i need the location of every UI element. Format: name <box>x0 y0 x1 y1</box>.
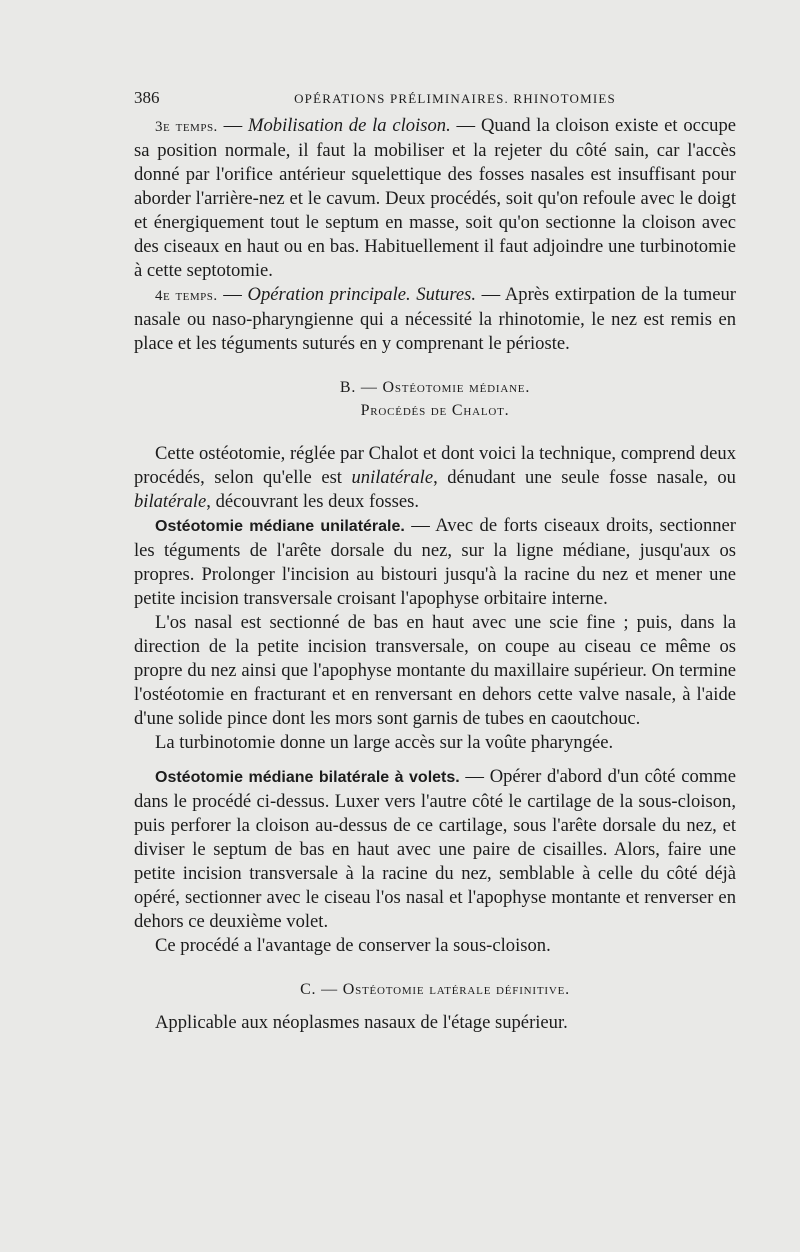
paragraph-text: — Opérer d'abord d'un côté comme dans le procédé ci-dessus. Luxer vers l'autre côté le cartilage de la sous-cloison, puis perforer la cloison au-dessus de ce cartilage, sous l'arête dorsale du nez, et diviser le septum de bas en haut avec une paire de cisailles. Alors, faire une petite incision transversale à la racine du nez, semblable à celle du côté déjà opéré, sectionner avec le ciseau l'os nasal et l'apophyse montante et renverser en dehors ce deuxième volet. <box>134 766 736 932</box>
paragraph-text: Cette ostéotomie, réglée par Chalot et dont voici la technique, comprend deux procédés, selon qu'elle est <box>134 443 736 488</box>
step-title: Mobilisation de la cloison. <box>247 115 451 136</box>
procedure-label: Ostéotomie médiane unilatérale. <box>155 518 405 535</box>
paragraph-text: , dénudant une seule fosse nasale, ou <box>433 467 736 488</box>
paragraph-bilaterale <box>134 765 736 934</box>
paragraph-avantage <box>134 934 736 958</box>
paragraph-3e-temps <box>134 114 736 283</box>
paragraph-4e-temps <box>134 283 736 356</box>
paragraph-text: Après extirpation de la tumeur nasale ou naso-pharyngienne qui a nécessité la rhinotomie, le nez est remis en place et les téguments suturés en y comprenant le périoste. <box>134 284 736 354</box>
paragraph-text: Applicable aux néoplasmes nasaux de l'étage supérieur. <box>155 1012 568 1033</box>
section-c-title: C. — Ostéotomie latérale définitive. <box>300 981 570 998</box>
dash: — <box>450 115 481 136</box>
paragraph-text: , découvrant les deux fosses. <box>206 491 420 512</box>
paragraph-os-nasal <box>134 611 736 731</box>
running-title: OPÉRATIONS PRÉLIMINAIRES. RHINOTOMIES <box>294 91 616 106</box>
italic-term: bilatérale <box>134 491 207 512</box>
paragraph-unilaterale <box>134 514 736 611</box>
procedure-label: Ostéotomie médiane bilatérale à volets. <box>155 769 460 786</box>
paragraph-text: Ce procédé a l'avantage de conserver la sous-cloison. <box>155 935 551 956</box>
step-title: Opération principale. Sutures. <box>247 284 477 305</box>
section-b-heading <box>134 376 736 422</box>
step-label: 4e temps. <box>155 288 218 304</box>
dash: — <box>476 284 505 305</box>
paragraph-text: — Avec de forts ciseaux droits, sectionner les téguments de l'arête dorsale du nez, sur la ligne médiane, jusqu'aux os propres. Prolonger l'incision au bistouri jusqu'à la racine du nez et mener une petite incision transversale croisant l'apophyse orbitaire interne. <box>134 515 736 609</box>
paragraph-applicable <box>134 1011 736 1035</box>
dash: — <box>217 284 248 305</box>
page-header <box>134 88 736 114</box>
paragraph-text: Quand la cloison existe et occupe sa position normale, il faut la mobiliser et la rejeter du côté sain, car l'accès donné par l'orifice antérieur squelettique des fosses nasales est insuffisant pour aborder l'arrière-nez et le cavum. Deux procédés, soit qu'on refoule avec le doigt et énergiquement tout le septum en masse, soit qu'on sectionne la cloison avec des ciseaux en haut ou en bas. Habituellement il faut adjoindre une turbinotomie à cette septotomie. <box>134 115 737 281</box>
paragraph-text: La turbinotomie donne un large accès sur la voûte pharyngée. <box>155 732 614 753</box>
step-label: 3e temps. <box>155 119 218 135</box>
section-c-heading <box>134 978 736 1001</box>
italic-term: unilatérale <box>351 467 434 488</box>
page-number: 386 <box>134 88 160 107</box>
paragraph-turbinotomie <box>134 731 736 755</box>
section-b-subtitle: Procédés de Chalot. <box>360 402 510 419</box>
paragraph-intro-chalot <box>134 442 736 514</box>
dash: — <box>217 115 248 136</box>
section-b-title: B. — Ostéotomie médiane. <box>339 379 531 396</box>
paragraph-text: L'os nasal est sectionné de bas en haut avec une scie fine ; puis, dans la direction de la petite incision transversale, on coupe au ciseau ce même os propre du nez ainsi que l'apophyse montante du maxillaire supérieur. On termine l'ostéotomie en fracturant et en renversant en dehors cette valve nasale, à l'aide d'une solide pince dont les mors sont garnis de tubes en caoutchouc. <box>134 612 736 729</box>
